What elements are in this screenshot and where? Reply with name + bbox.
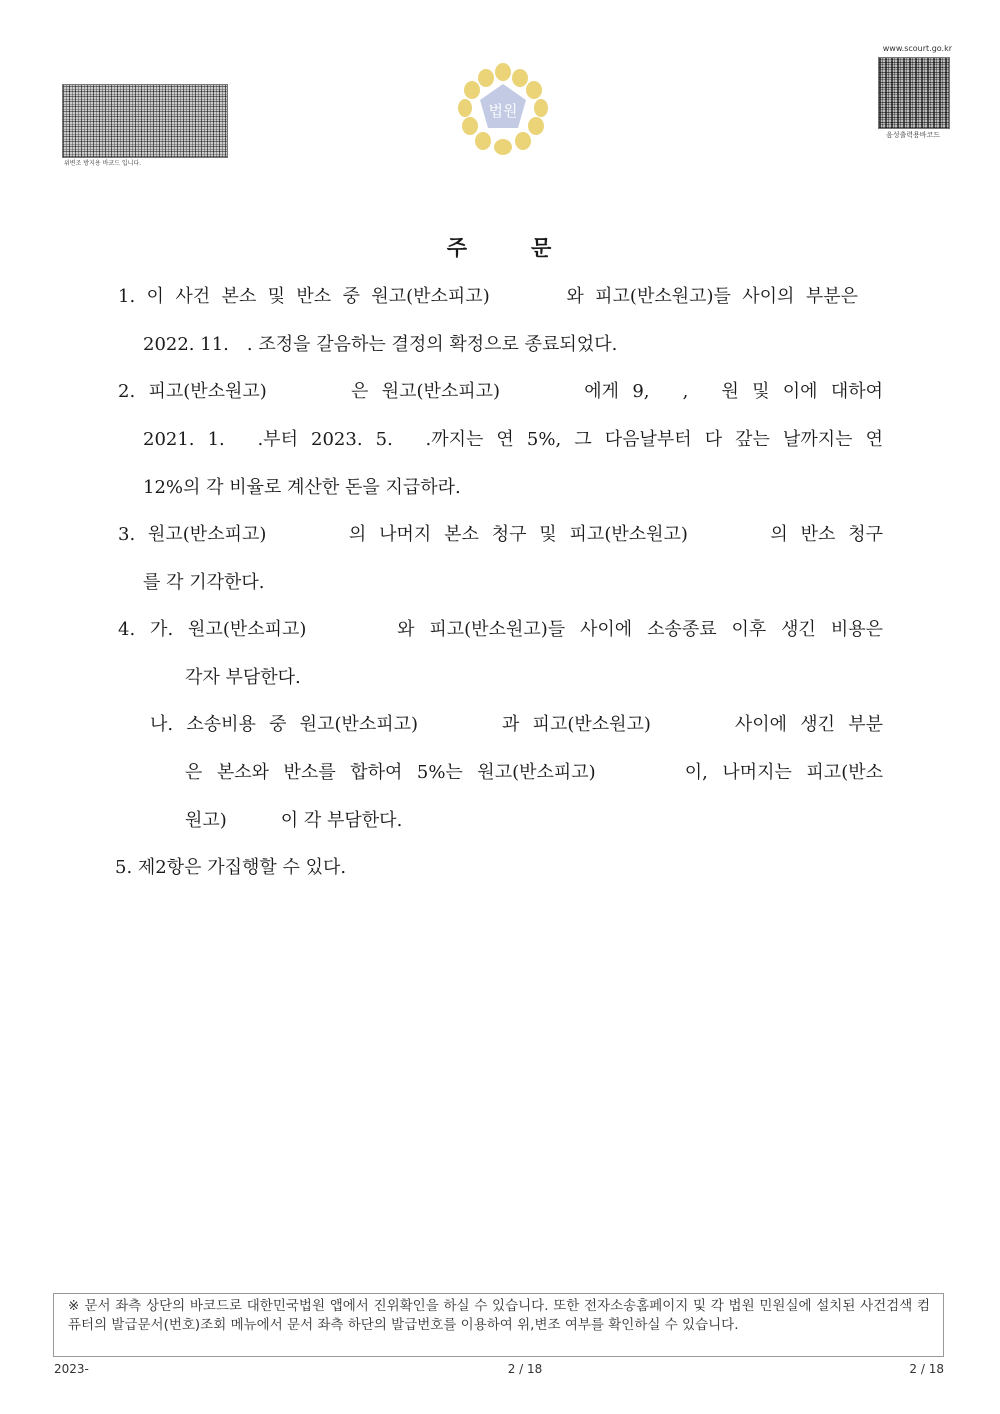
body-line: 12%의 각 비율로 계산한 돈을 지급하라. xyxy=(143,477,461,498)
verification-barcode xyxy=(62,84,228,158)
body-line: 5. 제2항은 가집행할 수 있다. xyxy=(115,857,347,878)
document-title xyxy=(0,232,1000,262)
body-line: 2. 피고(반소원고) 은 원고(반소피고) 에게 9, , 원 및 이에 대하여 xyxy=(118,381,883,402)
body-line: 4. 가. 원고(반소피고) 와 피고(반소원고)들 사이에 소송종료 이후 생긴 비용은 xyxy=(118,619,883,640)
issue-number: 2023- xyxy=(54,1362,89,1376)
body-line: 은 본소와 반소를 합하여 5%는 원고(반소피고) 이, 나머지는 피고(반소 xyxy=(185,762,883,783)
page-number-right: 2 / 18 xyxy=(909,1362,944,1376)
emblem-text: 법원 xyxy=(488,102,518,120)
verification-notice-text: ※ 문서 좌측 상단의 바코드로 대한민국법원 앱에서 진위확인을 하실 수 있습니다. 또한 전자소송홈페이지 및 각 법원 민원실에 설치된 사건검색 컴퓨터의 발급문서(번호)조회 메뉴에서 문서 좌측 하단의 발급번호를 이용하여 위,변조 여부를 확인하실 수 있습니다. xyxy=(68,1298,930,1333)
page-number-center: 2 / 18 xyxy=(507,1362,543,1376)
body-line: 1. 이 사건 본소 및 반소 중 원고(반소피고) 와 피고(반소원고)들 사이의 부분은 xyxy=(118,286,858,307)
body-line: 2022. 11. . 조정을 갈음하는 결정의 확정으로 종료되었다. xyxy=(143,334,618,355)
court-emblem-icon xyxy=(458,62,548,156)
voice-output-barcode-caption: 음성출력용바코드 xyxy=(885,131,941,139)
verification-notice-box xyxy=(53,1293,944,1357)
site-url: www.scourt.go.kr xyxy=(882,44,952,53)
voice-output-barcode xyxy=(878,57,950,129)
body-line: 나. 소송비용 중 원고(반소피고) 과 피고(반소원고) 사이에 생긴 부분 xyxy=(150,714,883,735)
body-line: 각자 부담한다. xyxy=(185,667,301,688)
body-line: 원고) 이 각 부담한다. xyxy=(185,810,403,831)
verification-barcode-caption: 위변조 방지용 바코드 입니다. xyxy=(64,160,142,167)
title-char-1: 주 xyxy=(446,235,469,260)
title-char-2: 문 xyxy=(531,235,554,260)
body-line: 3. 원고(반소피고) 의 나머지 본소 청구 및 피고(반소원고) 의 반소 청구 xyxy=(118,524,883,545)
body-line: 2021. 1. .부터 2023. 5. .까지는 연 5%, 그 다음날부터 다 갚는 날까지는 연 xyxy=(143,429,883,450)
body-line: 를 각 기각한다. xyxy=(143,572,265,593)
